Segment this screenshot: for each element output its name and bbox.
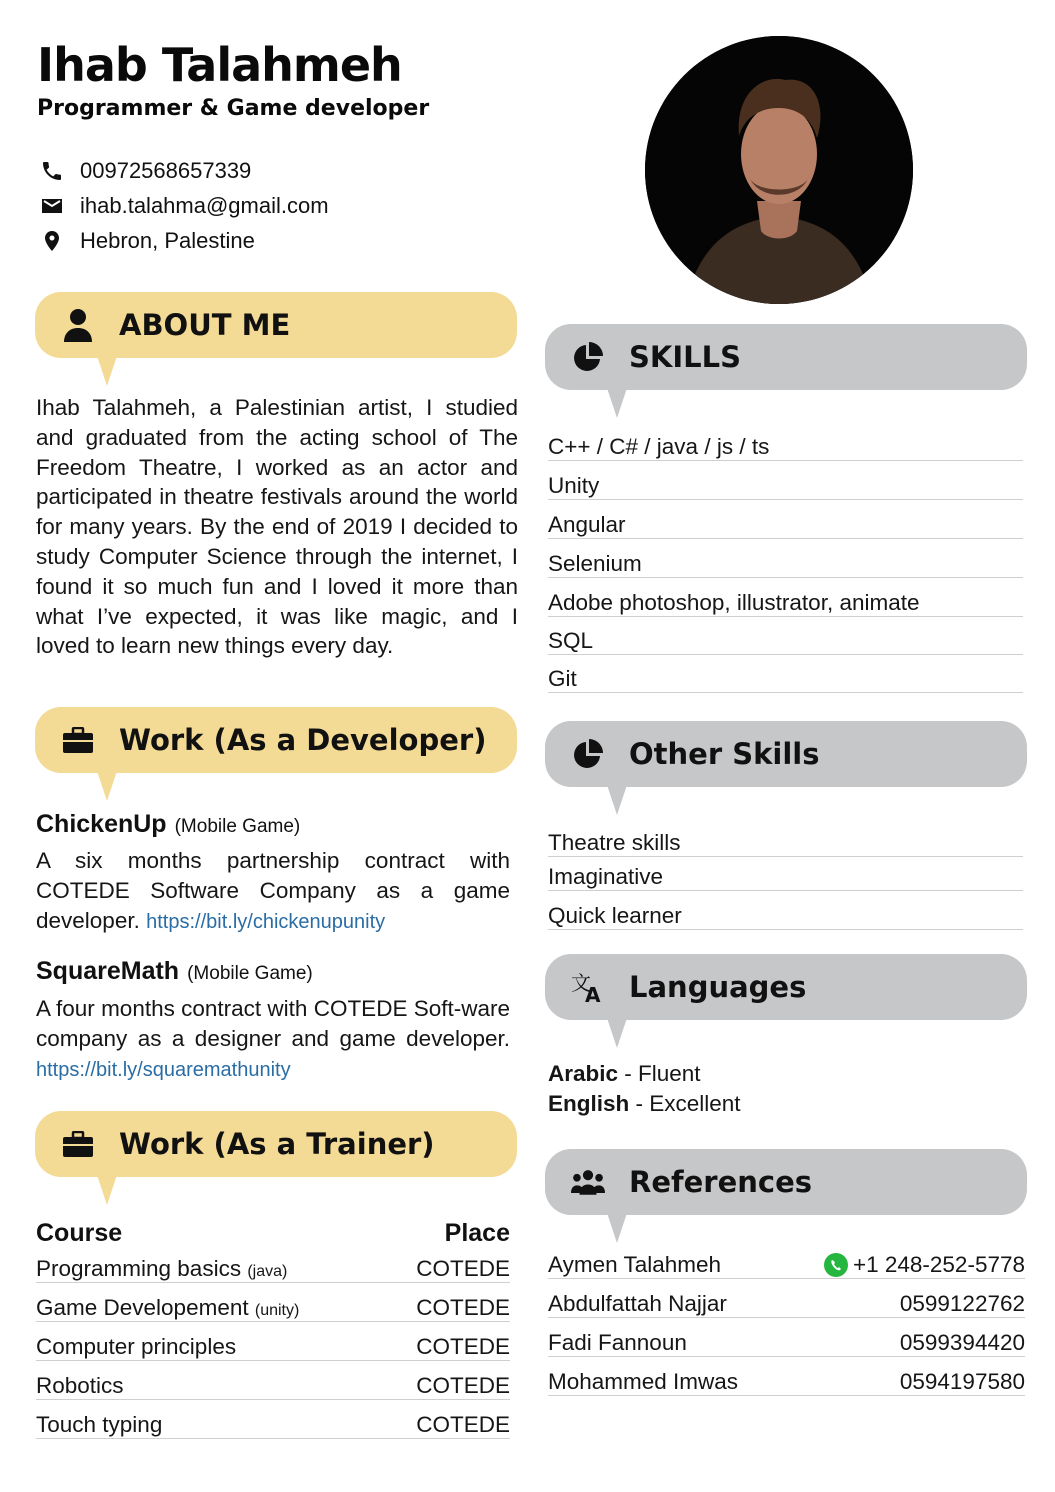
language-name: Arabic xyxy=(548,1061,619,1086)
course-note: (unity) xyxy=(254,1302,300,1319)
languages-heading: Languages xyxy=(629,970,807,1004)
other-skills-heading-bubble xyxy=(545,721,1027,787)
table-row xyxy=(36,1406,510,1439)
references-heading: References xyxy=(629,1165,813,1199)
reference-name: Mohammed Imwas xyxy=(548,1369,739,1394)
list-item xyxy=(548,428,1023,461)
reference-phone: 0599394420 xyxy=(899,1330,1025,1355)
skill-text: Selenium xyxy=(548,551,642,576)
languages-heading-bubble xyxy=(545,954,1027,1020)
course-place: COTEDE xyxy=(416,1256,510,1281)
language-level: - Fluent xyxy=(618,1061,701,1086)
work-trainer-heading-bubble xyxy=(35,1111,517,1177)
contact-location xyxy=(40,228,255,254)
person-icon xyxy=(61,308,95,342)
list-item xyxy=(548,660,1023,693)
skill-text: Adobe photoshop, illustrator, animate xyxy=(548,590,920,615)
skill-text: C++ / C# / java / js / ts xyxy=(548,434,770,459)
project-description xyxy=(36,994,510,1085)
skills-heading: SKILLS xyxy=(629,340,741,374)
profile-photo xyxy=(645,36,913,304)
project-desc-text: A six months partnership contract with COTEDE Software Company as a game developer. xyxy=(36,848,510,933)
skill-text: Angular xyxy=(548,512,626,537)
work-trainer-heading: Work (As a Trainer) xyxy=(119,1127,435,1161)
course-name: Robotics xyxy=(36,1373,124,1398)
location-pin-icon xyxy=(40,229,64,253)
language-name: English xyxy=(548,1091,630,1116)
pie-chart-icon xyxy=(571,340,605,374)
project-title xyxy=(36,810,300,839)
work-dev-heading-bubble xyxy=(35,707,517,773)
course-place: COTEDE xyxy=(416,1334,510,1359)
list-item xyxy=(548,545,1023,578)
project-link[interactable]: https://bit.ly/squaremathunity xyxy=(36,1058,291,1081)
briefcase-icon xyxy=(61,1127,95,1161)
mail-icon xyxy=(40,194,64,218)
project-title xyxy=(36,957,313,986)
training-table-header xyxy=(36,1214,510,1248)
svg-text:文: 文 xyxy=(571,971,591,995)
list-item xyxy=(548,467,1023,500)
email-text: ihab.talahma@gmail.com xyxy=(80,193,329,218)
table-row xyxy=(548,1285,1025,1318)
language-item xyxy=(548,1091,741,1117)
course-note: (java) xyxy=(247,1263,288,1280)
list-item xyxy=(548,897,1023,930)
language-item xyxy=(548,1061,701,1087)
list-item xyxy=(548,858,1023,891)
project-link[interactable]: https://bit.ly/chickenupunity xyxy=(146,910,386,933)
other-skill-text: Quick learner xyxy=(548,903,682,928)
course-place: COTEDE xyxy=(416,1412,510,1437)
pie-chart-icon xyxy=(571,737,605,771)
project-kind: (Mobile Game) xyxy=(187,963,313,984)
contact-email xyxy=(40,193,329,219)
table-row xyxy=(548,1324,1025,1357)
reference-phone: +1 248-252-5778 xyxy=(852,1252,1025,1277)
skill-text: Git xyxy=(548,666,577,691)
other-skill-text: Theatre skills xyxy=(548,830,681,855)
language-level: - Excellent xyxy=(629,1091,741,1116)
table-row xyxy=(548,1363,1025,1396)
project-name: SquareMath xyxy=(36,957,180,985)
reference-name: Fadi Fannoun xyxy=(548,1330,687,1355)
course-name: Touch typing xyxy=(36,1412,163,1437)
references-heading-bubble xyxy=(545,1149,1027,1215)
project-desc-text: A four months contract with COTEDE Soft-ware company as a designer and game developer. xyxy=(36,996,510,1051)
svg-text:A: A xyxy=(585,983,601,1004)
project-kind: (Mobile Game) xyxy=(174,816,301,837)
about-heading: ABOUT ME xyxy=(119,308,291,342)
course-place: COTEDE xyxy=(416,1295,510,1320)
list-item xyxy=(548,824,1023,857)
phone-icon xyxy=(40,159,64,183)
table-row xyxy=(36,1328,510,1361)
table-row xyxy=(36,1250,510,1283)
course-column-header: Course xyxy=(36,1219,123,1247)
reference-name: Aymen Talahmeh xyxy=(548,1252,722,1277)
course-name: Programming basics xyxy=(36,1256,242,1281)
table-row xyxy=(36,1289,510,1322)
course-place: COTEDE xyxy=(416,1373,510,1398)
phone-text: 00972568657339 xyxy=(80,158,252,183)
list-item xyxy=(548,584,1023,617)
list-item xyxy=(548,506,1023,539)
contact-phone xyxy=(40,158,251,184)
list-item xyxy=(548,622,1023,655)
location-text: Hebron, Palestine xyxy=(80,228,255,253)
skills-heading-bubble xyxy=(545,324,1027,390)
resume-name: Ihab Talahmeh xyxy=(37,38,402,92)
project-description xyxy=(36,846,510,937)
whatsapp-icon xyxy=(823,1252,849,1278)
place-column-header: Place xyxy=(444,1219,510,1247)
table-row xyxy=(36,1367,510,1400)
project-name: ChickenUp xyxy=(36,810,167,838)
work-dev-heading: Work (As a Developer) xyxy=(119,723,487,757)
reference-phone: 0594197580 xyxy=(899,1369,1025,1394)
about-heading-bubble xyxy=(35,292,517,358)
course-name: Computer principles xyxy=(36,1334,237,1359)
other-skill-text: Imaginative xyxy=(548,864,664,889)
other-skills-heading: Other Skills xyxy=(629,737,820,771)
about-text: Ihab Talahmeh, a Palestinian artist, I studied and graduated from the acting school of The Freedom Theatre, I worked as an actor and participated in theatre festivals around the world for many years. By the end of 2019 I decided to study Computer Science through the internet, I found it so much fun and I loved it more than what I’ve expected, it was like magic, and I loved to learn new things every day. xyxy=(36,395,518,659)
course-name: Game Developement xyxy=(36,1295,249,1320)
skill-text: Unity xyxy=(548,473,600,498)
reference-phone: 0599122762 xyxy=(899,1291,1025,1316)
briefcase-icon xyxy=(61,723,95,757)
translate-icon xyxy=(571,970,605,1004)
people-group-icon xyxy=(571,1165,605,1199)
skill-text: SQL xyxy=(548,628,594,653)
table-row xyxy=(548,1246,1025,1279)
resume-title: Programmer & Game developer xyxy=(37,96,430,121)
reference-name: Abdulfattah Najjar xyxy=(548,1291,727,1316)
